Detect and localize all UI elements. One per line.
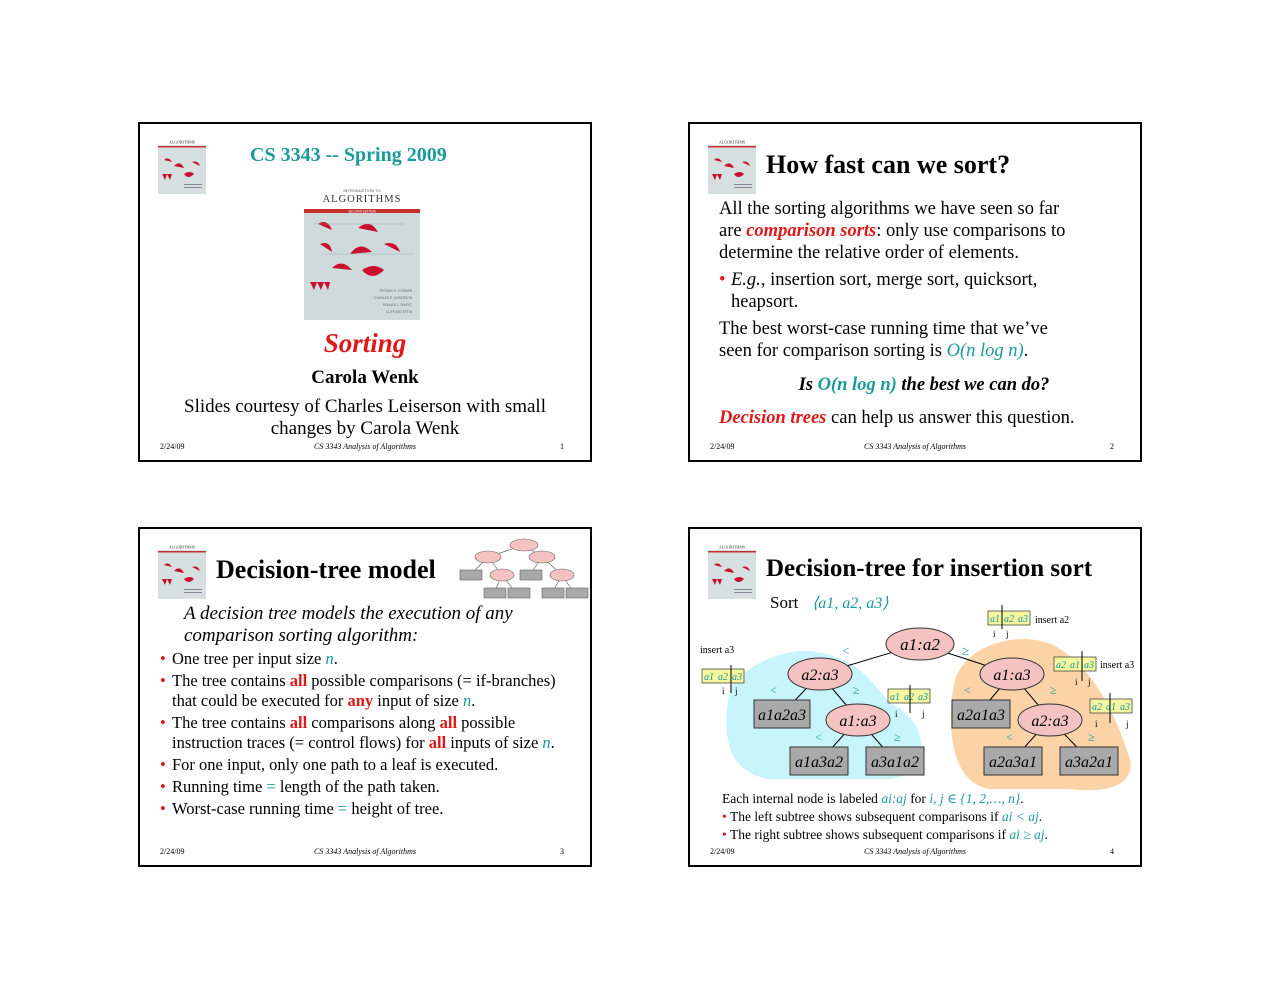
bullet-dot: • xyxy=(160,799,166,818)
bullet-item xyxy=(160,777,590,797)
book-cover-image xyxy=(304,184,420,320)
array-cell: a3 xyxy=(1084,660,1094,671)
highlight-any: any xyxy=(347,691,374,710)
edge-label-lt: < xyxy=(815,730,822,744)
array-cell: a3 xyxy=(918,692,928,703)
text-run: instruction traces (= control flows) for xyxy=(172,733,429,752)
index-i: i xyxy=(1075,677,1078,687)
bullet-dot: • xyxy=(160,649,166,668)
var-n: n xyxy=(462,691,472,710)
leaf xyxy=(952,700,1010,728)
text-run: that could be executed for xyxy=(172,691,348,710)
highlight-all: all xyxy=(428,733,447,752)
footer-date: 2/24/09 xyxy=(160,442,185,451)
text-run: . xyxy=(333,649,338,668)
footer-course: CS 3343 Analysis of Algorithms xyxy=(864,847,966,856)
index-j: j xyxy=(1006,629,1009,639)
paragraph-line xyxy=(719,220,1129,242)
edge-label-lt: < xyxy=(1006,730,1013,744)
book-edition-text: SECOND EDITION xyxy=(348,209,376,214)
insert-label: insert a3 xyxy=(700,645,735,656)
text-run: The tree contains xyxy=(172,713,290,732)
text-run: Worst-case running time xyxy=(172,799,338,818)
text-run: the best we can do? xyxy=(896,375,1050,395)
node-label: a2:a3 xyxy=(1031,713,1069,730)
slide-title: How fast can we sort? xyxy=(766,150,1011,179)
bullet-dot: • xyxy=(160,777,166,796)
index-i: i xyxy=(722,686,725,696)
intro-line-1: A decision tree models the execution of any xyxy=(184,603,513,624)
insert-label: insert a3 xyxy=(1100,660,1135,671)
condition-ge: ai ≥ aj xyxy=(1009,827,1045,842)
condition-lt: ai < aj xyxy=(1001,809,1039,824)
bullet-item xyxy=(719,269,1129,313)
highlight-all: all xyxy=(289,671,308,690)
bullet-dot: • xyxy=(160,755,166,774)
text-run: possible xyxy=(457,713,516,732)
leaf-label: a2a1a3 xyxy=(957,707,1005,724)
text-run: . xyxy=(550,733,555,752)
book-cover-thumbnail xyxy=(708,138,756,194)
book-cover-thumbnail xyxy=(158,138,206,194)
text-run: . xyxy=(1020,791,1024,806)
footer-course: CS 3343 Analysis of Algorithms xyxy=(864,442,966,451)
book-title-text: ALGORITHMS xyxy=(322,194,402,205)
text-run: input of size xyxy=(373,691,463,710)
leaf-label: a2a3a1 xyxy=(989,754,1037,771)
equals-sign: = xyxy=(337,799,348,818)
text-run: Each internal node is labeled xyxy=(722,791,882,806)
paragraph-line: determine the relative order of elements. xyxy=(719,243,1019,263)
bullet-item xyxy=(160,799,590,819)
book-author-4: CLIFFORD STEIN xyxy=(385,310,412,314)
page-number: 2 xyxy=(1110,442,1114,451)
bullet-continuation xyxy=(160,691,590,711)
index-range: i, j ∈ {1, 2,…, n} xyxy=(929,791,1021,806)
array-cell: a3 xyxy=(732,672,742,683)
sort-sequence: ⟨a1, a2, a3⟩ xyxy=(812,595,889,612)
course-title: CS 3343 -- Spring 2009 xyxy=(250,144,447,166)
text-run: are xyxy=(719,221,747,241)
index-i: i xyxy=(895,709,898,719)
edge-label-lt: < xyxy=(770,683,777,697)
footer-course: CS 3343 Analysis of Algorithms xyxy=(314,847,416,856)
node-label: a2:a3 xyxy=(801,667,839,684)
leaf xyxy=(754,700,810,728)
question-line xyxy=(719,374,1129,396)
leaf xyxy=(984,747,1042,775)
node-label: a1:a2 xyxy=(900,635,940,654)
paragraph-line: The best worst-case running time that we’ve xyxy=(719,319,1048,339)
bullet-dot: • xyxy=(719,270,726,290)
array-cell: a2 xyxy=(1004,614,1014,625)
equals-sign: = xyxy=(266,777,276,796)
leaf-label: a3a2a1 xyxy=(1065,754,1113,771)
text-run: . xyxy=(1038,809,1043,824)
credit-line-2: changes by Carola Wenk xyxy=(270,418,460,439)
text-run: inputs of size xyxy=(446,733,543,752)
array-cell: a1 xyxy=(990,614,1000,625)
text-run: . xyxy=(1044,827,1048,842)
leaf-label: a3a1a2 xyxy=(871,754,919,771)
text-run: can help us answer this question. xyxy=(826,408,1075,428)
insert-label: insert a2 xyxy=(1035,615,1070,626)
edge-label-ge: ≥ xyxy=(894,730,901,744)
footer-date: 2/24/09 xyxy=(710,442,735,451)
sort-label: Sort xyxy=(770,593,799,612)
text-run: length of the path taken. xyxy=(275,777,440,796)
caption-bullet xyxy=(722,826,1134,844)
credit-line-1: Slides courtesy of Charles Leiserson with small xyxy=(184,396,546,417)
footer-date: 2/24/09 xyxy=(710,847,735,856)
edge-label-ge: ≥ xyxy=(1088,730,1095,744)
text-run: possible comparisons (= if-branches) xyxy=(307,671,556,690)
book-author-1: THOMAS H. CORMEN xyxy=(379,289,412,293)
bullet-item xyxy=(160,713,590,733)
intro-line-2: comparison sorting algorithm: xyxy=(184,625,419,646)
node-label: a1:a3 xyxy=(839,713,877,730)
text-run: Running time xyxy=(172,777,267,796)
leaf xyxy=(866,747,924,775)
text-run: . xyxy=(471,691,476,710)
var-n: n xyxy=(325,649,334,668)
page-number: 1 xyxy=(560,442,564,451)
array-cell: a2 xyxy=(718,672,728,683)
array-cell: a2 xyxy=(904,692,914,703)
page-number: 3 xyxy=(560,847,564,856)
page-number: 4 xyxy=(1110,847,1114,856)
bullet-dot: • xyxy=(160,713,166,732)
bullet-dot: • xyxy=(722,809,727,824)
footer-course: CS 3343 Analysis of Algorithms xyxy=(314,442,416,451)
author-name: Carola Wenk xyxy=(311,367,419,388)
text-run: For one input, only one path to a leaf is executed. xyxy=(172,755,499,774)
highlight-all: all xyxy=(439,713,458,732)
index-j: j xyxy=(922,709,925,719)
text-run: height of tree. xyxy=(347,799,444,818)
text-run: . xyxy=(1023,341,1029,361)
text-run: comparisons along xyxy=(307,713,440,732)
mini-decision-tree-icon xyxy=(458,535,590,601)
slide-1 xyxy=(138,122,592,462)
index-i: i xyxy=(1095,719,1098,729)
slide-2 xyxy=(688,122,1142,462)
slide-title: Decision-tree for insertion sort xyxy=(766,555,1093,582)
footer-date: 2/24/09 xyxy=(160,847,185,856)
paragraph-line xyxy=(719,407,1129,429)
array-cell: a1 xyxy=(890,692,900,703)
book-author-2: CHARLES E. LEISERSON xyxy=(373,296,412,300)
book-author-3: RONALD L. RIVEST xyxy=(382,303,412,307)
text-run: The right subtree shows subsequent comparisons if xyxy=(730,827,1010,842)
leaf-label: a1a3a2 xyxy=(795,754,843,771)
intro-text xyxy=(184,603,513,647)
highlight-decision-trees: Decision trees xyxy=(719,408,827,428)
tree-caption xyxy=(722,790,1134,844)
formula-nlogn: O(n log n) xyxy=(946,341,1024,361)
caption-line xyxy=(722,790,1134,808)
bullet-continuation xyxy=(160,733,590,753)
paragraph-line: All the sorting algorithms we have seen so far xyxy=(719,199,1060,219)
index-i: i xyxy=(993,629,996,639)
text-run: Is xyxy=(798,375,818,395)
array-cell: a1 xyxy=(1070,660,1080,671)
text-run: for xyxy=(906,791,930,806)
edge-label-ge: ≥ xyxy=(1050,683,1057,697)
bullet-dot: • xyxy=(160,671,166,690)
leaf-label: a1a2a3 xyxy=(758,707,806,724)
bullet-item xyxy=(160,755,590,775)
array-cell: a1 xyxy=(1106,702,1116,713)
array-cell: a3 xyxy=(1018,614,1028,625)
index-j: j xyxy=(1126,719,1129,729)
caption-bullet xyxy=(722,808,1134,826)
highlight-comparison-sorts: comparison sorts xyxy=(746,221,877,241)
edge-label-lt: < xyxy=(842,643,850,658)
text-run: One tree per input size xyxy=(172,649,326,668)
formula-nlogn: O(n log n) xyxy=(817,375,897,395)
leaf xyxy=(790,747,848,775)
bullet-item xyxy=(160,671,590,691)
slide-title: Decision-tree model xyxy=(216,555,436,584)
book-top-text: INTRODUCTION TO xyxy=(343,188,381,193)
book-cover-thumbnail xyxy=(158,543,206,599)
leaf xyxy=(1060,747,1118,775)
text-run: , insertion sort, merge sort, quicksort, xyxy=(760,270,1038,290)
text-run: The left subtree shows subsequent comparisons if xyxy=(730,809,1002,824)
edge-label-ge: ≥ xyxy=(962,643,970,658)
slide-body xyxy=(719,198,1129,429)
text-run: seen for comparison sorting is xyxy=(719,341,947,361)
array-cell: a1 xyxy=(704,672,714,683)
topic-title: Sorting xyxy=(323,328,407,358)
bullet-continuation: heapsort. xyxy=(731,292,799,312)
var-n: n xyxy=(542,733,551,752)
label-ai-aj: ai:aj xyxy=(881,791,907,806)
insertion-sort-decision-tree xyxy=(690,589,1140,799)
array-cell: a2 xyxy=(1092,702,1102,713)
bullet-dot: • xyxy=(722,827,727,842)
credit-text xyxy=(140,396,590,440)
bullet-item xyxy=(160,649,590,669)
bullet-list xyxy=(160,649,590,819)
slide-3 xyxy=(138,527,592,867)
node-label: a1:a3 xyxy=(993,667,1031,684)
text-run: : only use comparisons to xyxy=(876,221,1066,241)
paragraph-line xyxy=(719,340,1129,362)
edge-label-ge: ≥ xyxy=(853,683,860,697)
index-j: j xyxy=(1088,677,1091,687)
edge-label-lt: < xyxy=(964,683,971,697)
array-cell: a3 xyxy=(1120,702,1130,713)
array-cell: a2 xyxy=(1056,660,1066,671)
highlight-all: all xyxy=(289,713,308,732)
slide-4 xyxy=(688,527,1142,867)
index-j: j xyxy=(735,686,738,696)
text-run: E.g. xyxy=(731,270,761,290)
text-run: The tree contains xyxy=(172,671,290,690)
